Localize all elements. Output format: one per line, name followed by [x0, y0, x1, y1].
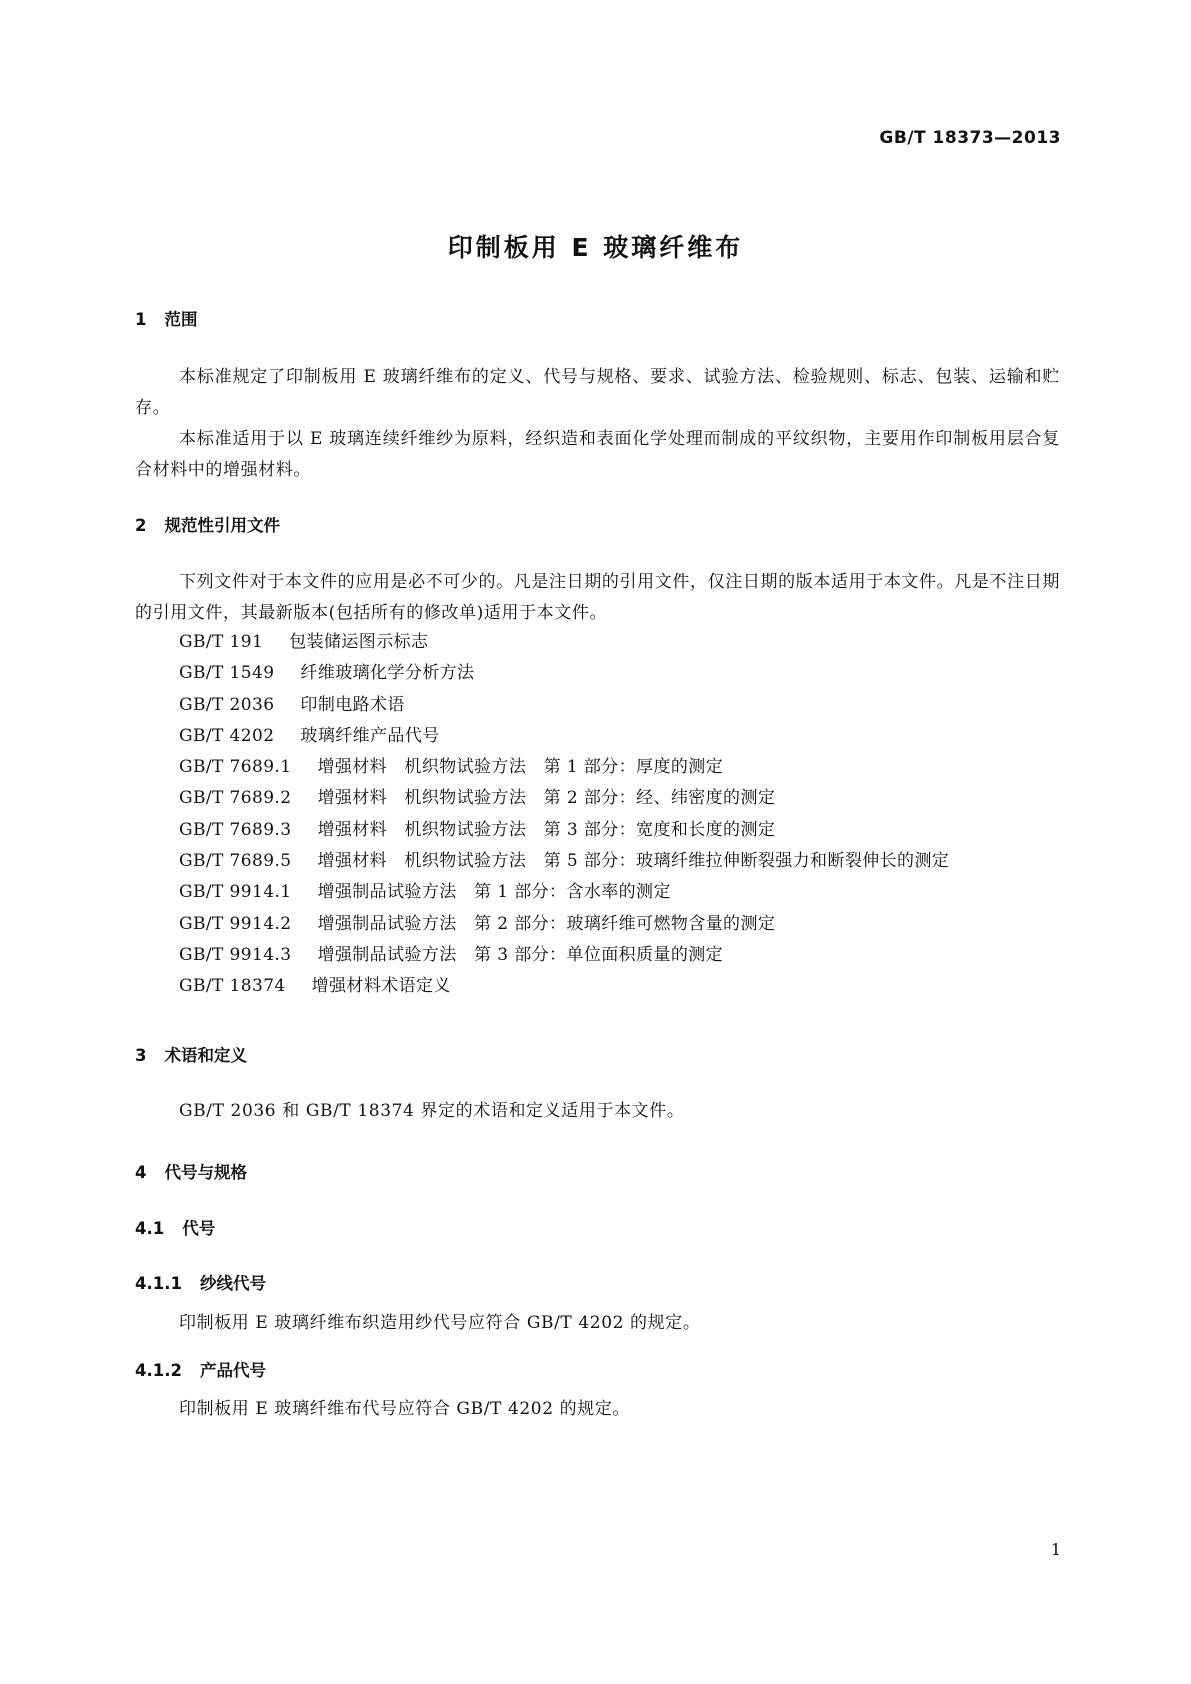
reference-title: 增强制品试验方法 第 1 部分：含水率的测定 — [317, 882, 671, 903]
reference-title: 增强制品试验方法 第 3 部分：单位面积质量的测定 — [317, 944, 724, 965]
reference-code: GB/T 1549 — [179, 663, 275, 684]
reference-item — [135, 783, 1060, 814]
reference-code: GB/T 9914.3 — [179, 944, 292, 965]
reference-code: GB/T 7689.2 — [179, 788, 292, 809]
section-1-paragraph-2: 本标准适用于以 E 玻璃连续纤维纱为原料，经织造和表面化学处理而制成的平纹织物，主要用作印制板用层合复合材料中的增强材料。 — [135, 429, 1060, 480]
reference-title: 增强材料 机织物试验方法 第 5 部分：玻璃纤维拉伸断裂强力和断裂伸长的测定 — [317, 851, 950, 872]
section-title: 规范性引用文件 — [164, 516, 280, 535]
reference-title: 增强材料术语定义 — [311, 976, 451, 997]
section-3-heading — [135, 1042, 247, 1066]
reference-code: GB/T 191 — [179, 632, 264, 652]
section-title: 纱线代号 — [199, 1274, 266, 1293]
normative-reference-list — [135, 627, 1060, 1003]
reference-item — [135, 690, 1060, 721]
reference-item — [135, 815, 1060, 846]
reference-item — [135, 752, 1060, 783]
reference-code: GB/T 2036 — [179, 694, 275, 715]
reference-title: 增强材料 机织物试验方法 第 1 部分：厚度的测定 — [317, 757, 724, 778]
reference-item — [135, 721, 1060, 752]
reference-title: 纤维玻璃化学分析方法 — [300, 663, 475, 684]
section-2-intro: 下列文件对于本文件的应用是必不可少的。凡是注日期的引用文件，仅注日期的版本适用于本文件。凡是不注日期的引用文件，其最新版本(包括所有的修改单)适用于本文件。 — [135, 572, 1060, 623]
section-3-paragraph: GB/T 2036 和 GB/T 18374 界定的术语和定义适用于本文件。 — [179, 1101, 685, 1121]
reference-title: 增强材料 机织物试验方法 第 3 部分：宽度和长度的测定 — [317, 819, 776, 840]
reference-item — [135, 658, 1060, 689]
section-number: 4.1.2 — [135, 1361, 182, 1380]
section-title: 范围 — [164, 310, 198, 329]
section-4-1-heading — [135, 1215, 215, 1239]
reference-item — [135, 909, 1060, 940]
reference-title: 包装储运图示标志 — [289, 632, 429, 652]
reference-code: GB/T 9914.2 — [179, 913, 292, 934]
reference-code: GB/T 7689.1 — [179, 757, 292, 778]
section-1-heading — [135, 306, 197, 330]
section-title: 代号与规格 — [164, 1163, 247, 1182]
section-number: 4.1.1 — [135, 1274, 182, 1293]
reference-title: 玻璃纤维产品代号 — [300, 725, 440, 746]
reference-title: 增强材料 机织物试验方法 第 2 部分：经、纬密度的测定 — [317, 788, 776, 809]
section-4-1-1-heading — [135, 1270, 266, 1294]
reference-item — [135, 627, 1060, 658]
section-number: 2 — [135, 516, 147, 535]
section-number: 4.1 — [135, 1219, 165, 1238]
section-number: 1 — [135, 310, 147, 329]
section-4-1-2-paragraph: 印制板用 E 玻璃纤维布代号应符合 GB/T 4202 的规定。 — [179, 1399, 631, 1419]
section-title: 代号 — [182, 1219, 216, 1238]
reference-item — [135, 846, 1060, 877]
section-4-heading — [135, 1159, 247, 1183]
section-title: 术语和定义 — [164, 1046, 247, 1065]
reference-code: GB/T 18374 — [179, 976, 286, 997]
section-number: 4 — [135, 1163, 147, 1182]
reference-code: GB/T 7689.5 — [179, 851, 292, 872]
section-4-1-2-heading — [135, 1357, 266, 1381]
section-number: 3 — [135, 1046, 147, 1065]
section-title: 产品代号 — [199, 1361, 266, 1380]
reference-code: GB/T 9914.1 — [179, 882, 292, 903]
reference-code: GB/T 7689.3 — [179, 819, 292, 840]
reference-code: GB/T 4202 — [179, 725, 275, 746]
section-2-heading — [135, 512, 280, 536]
standard-code: GB/T 18373—2013 — [879, 128, 1061, 148]
reference-title: 印制电路术语 — [300, 694, 405, 715]
section-1-paragraph-1: 本标准规定了印制板用 E 玻璃纤维布的定义、代号与规格、要求、试验方法、检验规则、标志、包装、运输和贮存。 — [135, 367, 1060, 418]
section-4-1-1-paragraph: 印制板用 E 玻璃纤维布织造用纱代号应符合 GB/T 4202 的规定。 — [179, 1313, 701, 1333]
page-number: 1 — [1050, 1540, 1061, 1559]
reference-item — [135, 940, 1060, 971]
document-title: 印制板用 E 玻璃纤维布 — [447, 233, 744, 262]
reference-title: 增强制品试验方法 第 2 部分：玻璃纤维可燃物含量的测定 — [317, 913, 776, 934]
reference-item — [135, 877, 1060, 908]
reference-item — [135, 971, 1060, 1002]
